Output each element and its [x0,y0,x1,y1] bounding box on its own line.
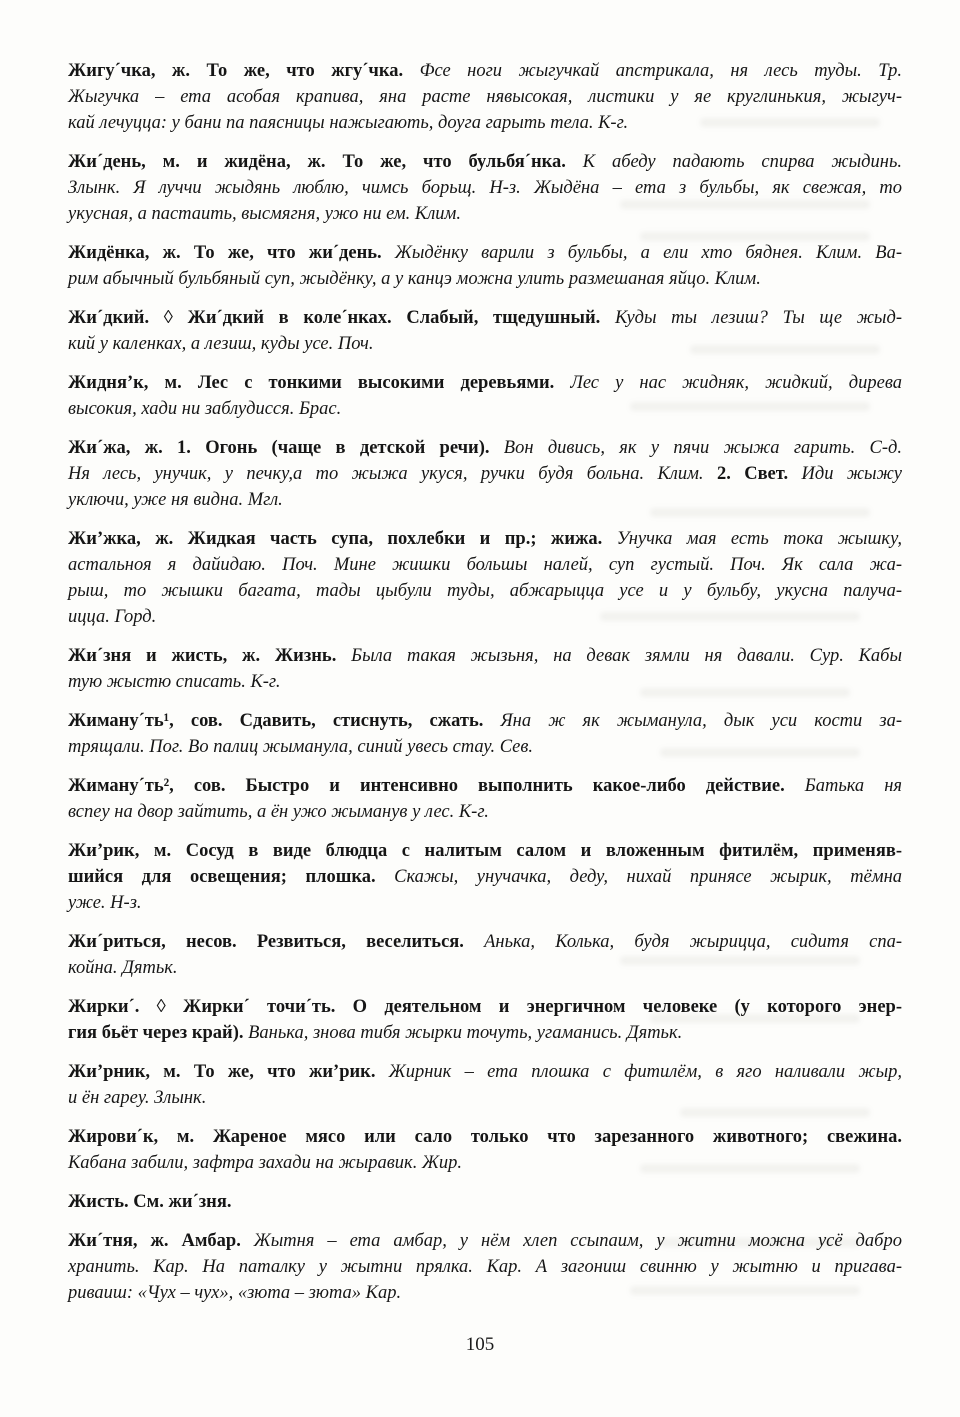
entry-line [68,708,902,734]
dictionary-body [68,58,902,1319]
entry-line [68,734,902,760]
entry-line [68,604,902,630]
entry-line [68,890,902,916]
entry-line [68,110,902,136]
entry-line [68,461,902,487]
entry-example-text: высокия, хади ни заблудисся. Брас. [68,399,342,419]
entry-line [68,773,902,799]
entry-example-text: К абеду падають спирва жыдинь. [582,152,903,172]
entry-headword-definition-text: Жиману´ть¹, сов. Сдавить, стиснуть, сжать. [68,711,501,731]
entry-line [68,1189,902,1215]
entry-line [68,578,902,604]
entry-headword-definition-text: гия бьёт через край). [68,1023,249,1043]
entry-line [68,201,902,227]
entry-line [68,669,902,695]
entry-example-text: уключи, уже ня видна. Мгл. [68,490,283,510]
entry-example-text: тую жыстю списать. К-г. [68,672,281,692]
entry-headword-definition-text: Жи´жа, ж. 1. Огонь (чаще в детской речи). [68,438,504,458]
entry-line [68,552,902,578]
entry-line [68,994,902,1020]
entry-headword-definition-text: Жисть. См. жи´зня. [68,1192,232,1212]
dictionary-entry [68,1228,902,1306]
entry-line [68,149,902,175]
entry-example-text: рыш, то жышки багата, тады цыбули туды, абжарыцца усе и у бульбу, укусна палуча- [68,581,902,601]
entry-headword-definition-text: Жи’жка, ж. Жидкая часть супа, похлебки и пр.; жижа. [68,529,617,549]
entry-line [68,266,902,292]
entry-headword-definition-text: Жирки´. ◊ Жирки´ точи´ть. О деятельном и энергичном человеке (у которого энер- [68,997,902,1017]
entry-headword-definition-text: Жи´тня, ж. Амбар. [68,1231,254,1251]
page-number: 105 [465,1334,495,1355]
entry-line [68,1254,902,1280]
entry-line [68,84,902,110]
entry-example-text: кий у каленках, а лезиш, куды усе. Поч. [68,334,374,354]
entry-example-text: ицца. Горд. [68,607,157,627]
entry-example-text: Жирник – ета плошка с фитилём, в яго наливали жыр, [388,1062,902,1082]
entry-example-text: трящали. Пог. Во палиц жыманула, синий увесь стау. Сев. [68,737,534,757]
entry-line [68,487,902,513]
entry-example-text: Лес у нас жидняк, жидкий, дирева [570,373,902,393]
entry-headword-definition-text: Жи´зня и жисть, ж. Жизнь. [68,646,352,666]
entry-line [68,643,902,669]
dictionary-entry [68,1124,902,1176]
entry-line [68,838,902,864]
dictionary-entry [68,994,902,1046]
entry-headword-definition-text: Жи´день, м. и жидёна, ж. То же, что бульбя´нка. [68,152,583,172]
dictionary-entry [68,773,902,825]
entry-example-text: Кабана забили, зафтра захади на жыравик. Жир. [68,1153,463,1173]
entry-line [68,1228,902,1254]
entry-headword-definition-text: Жигу´чка, ж. То же, что жгу´чка. [68,61,420,81]
dictionary-entry [68,1059,902,1111]
dictionary-entry [68,370,902,422]
dictionary-entry [68,58,902,136]
entry-line [68,929,902,955]
entry-line [68,526,902,552]
entry-line [68,1020,902,1046]
entry-line [68,175,902,201]
entry-line [68,1280,902,1306]
entry-example-text: Иди жыжу [801,464,902,484]
dictionary-entry [68,838,902,916]
dictionary-entry [68,708,902,760]
entry-example-text: Скажы, унучачка, деду, нихай принясе жырик, тёмна [394,867,902,887]
entry-example-text: Вон дивись, як у пячи жыжа гарить. С-д. [503,438,902,458]
entry-example-text: риваиш: «Чух – чух», «зюта – зюта» Кар. [68,1283,402,1303]
entry-example-text: Ня лесь, унучик, у печку,а то жыжа укуся, ручки будя больна. Клим. [68,464,717,484]
entry-example-text: Жытня – ета амбар, у нём хлеп ссыпаим, у житни можна усё дабро [253,1231,902,1251]
entry-example-text: койна. Дятьк. [68,958,178,978]
entry-line [68,396,902,422]
entry-headword-definition-text: Жидня’к, м. Лес с тонкими высокими деревьями. [68,373,571,393]
entry-example-text: кай лечуцца: у бани па паясницы нажыгають, доуга гарыть тела. К-г. [68,113,629,133]
dictionary-entry [68,305,902,357]
entry-line [68,331,902,357]
entry-example-text: Была такая жызьня, на девак зямли ня давали. Сур. Кабы [351,646,902,666]
entry-example-text: Фсе ноги жыгучкай апстрикала, ня лесь туды. Тр. [419,61,902,81]
entry-line [68,58,902,84]
entry-example-text: уже. Н-з. [68,893,142,913]
dictionary-entry [68,149,902,227]
entry-example-text: астальноя я дайидаю. Поч. Мине жишки большы налей, суп густый. Поч. Як сала жа- [68,555,902,575]
entry-example-text: Унучка мая есть тока жышку, [616,529,902,549]
entry-example-text: хранить. Кар. На паталку у жытни прялка. Кар. А загониш свинню у жытню и пригава- [68,1257,902,1277]
entry-headword-definition-text: Жиману´ть², сов. Быстро и интенсивно выполнить какое-либо действие. [68,776,805,796]
entry-example-text: Жыгучка – ета асобая крапива, яна расте нявысокая, листики у яе круглинькия, жыгуч- [68,87,902,107]
entry-line [68,240,902,266]
entry-line [68,799,902,825]
entry-line [68,1124,902,1150]
entry-example-text: рим абычный бульбяный суп, жыдёнку, а у канцэ можна улить размешаная яйцо. Клим. [68,269,761,289]
entry-example-text: и ён гареу. Злынк. [68,1088,207,1108]
entry-headword-definition-text: Жи´риться, несов. Резвиться, веселиться. [68,932,485,952]
entry-example-text: вспеу на двор зайтить, а ён ужо жыманув у лес. К-г. [68,802,489,822]
entry-line [68,1150,902,1176]
dictionary-entry [68,929,902,981]
dictionary-entry [68,240,902,292]
entry-example-text: укусная, а пастаить, высмягня, ужо ни ем. Клим. [68,204,461,224]
entry-line [68,435,902,461]
entry-headword-definition-text: Жи´дкий. ◊ Жи´дкий в коле´нках. Слабый, тщедушный. [68,308,615,328]
dictionary-entry [68,643,902,695]
entry-line [68,864,902,890]
entry-line [68,370,902,396]
entry-headword-definition-text: 2. Свет. [716,464,802,484]
entry-example-text: Батька ня [804,776,902,796]
entry-example-text: Злынк. Я луччи жыдянь люблю, чимсь борьщ. Н-з. Жыдёна – ета з бульбы, як свежая, то [68,178,902,198]
entry-line [68,1059,902,1085]
dictionary-entry [68,435,902,513]
entry-example-text: Яна ж як жыманула, дык уси кости за- [500,711,903,731]
entry-headword-definition-text: шийся для освещения; плошка. [68,867,395,887]
entry-headword-definition-text: Жидёнка, ж. То же, что жи´день. [68,243,395,263]
entry-line [68,305,902,331]
entry-line [68,955,902,981]
entry-headword-definition-text: Жирови´к, м. Жареное мясо или сало только что зарезанного животного; свежина. [68,1127,902,1147]
entry-headword-definition-text: Жи’рик, м. Сосуд в виде блюдца с налитым салом и вложенным фитилём, применяв- [68,841,902,861]
entry-headword-definition-text: Жи’рник, м. То же, что жи’рик. [68,1062,389,1082]
entry-example-text: Жыдёнку варили з бульбы, а ели хто бяднея. Клим. Ва- [394,243,903,263]
entry-line [68,1085,902,1111]
entry-example-text: Куды ты лезиш? Ты ще жыд- [614,308,902,328]
entry-example-text: Анька, Колька, будя жырицца, сидитя спа- [484,932,902,952]
dictionary-entry [68,526,902,630]
entry-example-text: Ванька, знова тибя жырки точуть, угаманись. Дятьк. [248,1023,683,1043]
dictionary-entry [68,1189,902,1215]
